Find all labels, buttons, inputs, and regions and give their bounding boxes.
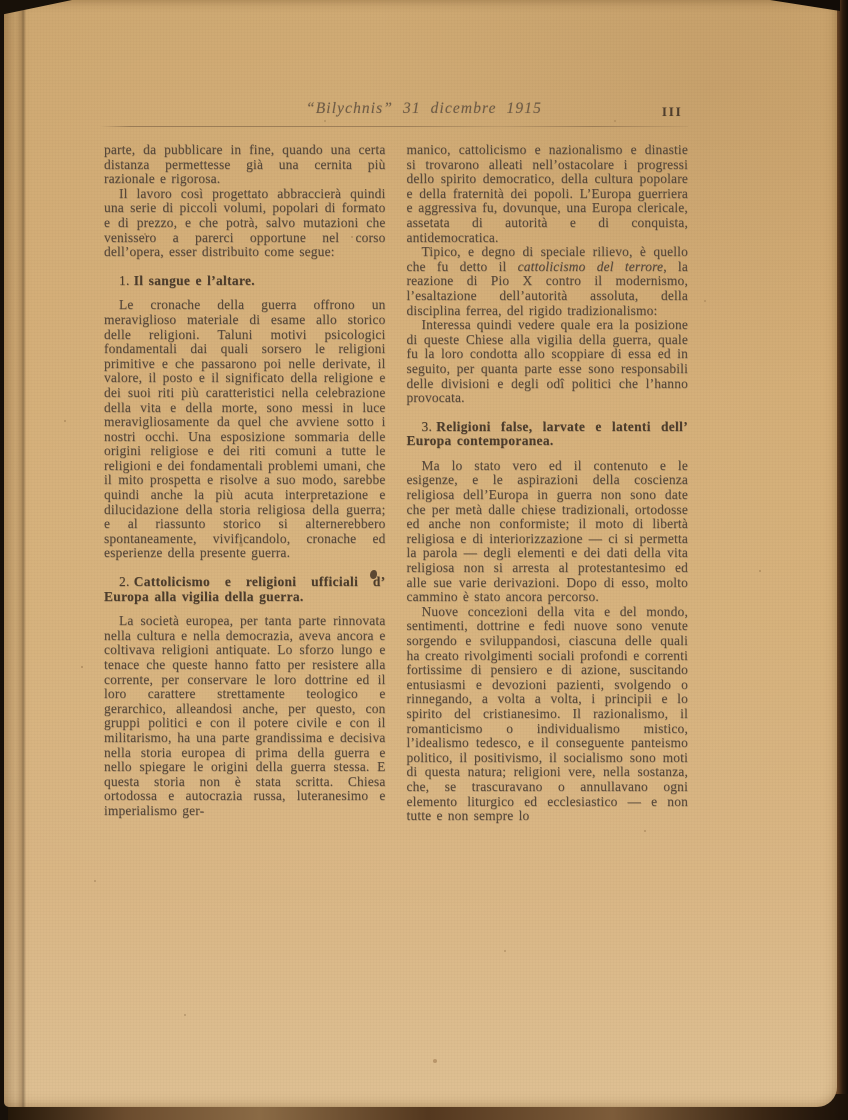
section-heading-1 — [104, 274, 386, 289]
running-header-title: “Bilychnis” 31 dicembre 1915 — [306, 100, 542, 117]
paragraph-interessa: Interessa quindi vedere quale era la posizione di queste Chiese alla vigilia della guerra, quale fu la loro condotta allo scoppiare di essa ed in seguito, per quanta parte esse sono responsabili delle divisioni e degli odî politici che l’hanno provocata. — [406, 317, 688, 406]
section-number: 1. — [119, 272, 130, 288]
gutter-crease — [16, 0, 26, 1107]
section-title: Il sangue e l’altare. — [133, 272, 255, 288]
header-rule — [100, 126, 688, 127]
section-title: Religioni false, larvate e latenti dell’ Europa contemporanea. — [406, 418, 688, 449]
page-number: III — [662, 105, 683, 119]
text-run: , la reazione di Pio X contro il modernismo, l’esaltazione dell’autorità assoluta, della disciplina ferrea, del rigido tradizionalismo: — [406, 258, 688, 318]
paragraph-section3-b: Nuove concezioni della vita e del mondo, sentimenti, dottrine e fedi nuove sono venute sorgendo e sviluppandosi, ciascuna delle quali ha creato rivolgimenti sociali profondi e correnti fortissime di pensiero e di azione, suscitando entusiasmi e devozioni pazienti, svolgendo o rinnegando, a volta a volta, i principii e lo spirito del cristianesimo. Il razionalismo, il romanticismo o individualismo mistico, l’idealismo tedesco, e il conseguente panteismo politico, il positivismo, il socialismo sono moti di questa natura; religioni vere, nella sostanza, che, se trascuravano o annullavano ogni elemento liturgico ed ecclesiastico — e non tutte e non sempre lo — [406, 603, 688, 824]
section-number: 3. — [421, 418, 433, 434]
right-column — [407, 143, 689, 824]
left-column — [104, 143, 386, 824]
paragraph-section1: Le cronache della guerra offrono un meraviglioso materiale di esame allo storico delle religioni. Taluni motivi psicologici fondamentali dai quali sorsero le religioni primitive e che passarono poi nelle derivate, il valore, il posto e il significato della religione e dei suoi riti più caratteristici nella celebrazione della vita e della morte, sono messi in luce meravigliosamente da quel che avviene sotto i nostri occhi. Una esposizione sommaria delle origini religiose e dei riti comuni a tutte le religioni e dei fondamentali problemi umani, che il mito prospetta e risolve a suo modo, sarebbe quindi anche la più acuta interpretazione e dilucidazione della storia religiosa della guerra; e al riassunto storico si alternerebbero spontaneamente, vivificandolo, cronache ed esperienze della presente guerra. — [104, 297, 386, 561]
paragraph-section3-a: Ma lo stato vero ed il contenuto e le esigenze, e le aspirazioni della coscienza religiosa dell’Europa in guerra non sono date che per metà dalle chiese tradizionali, ortodosse ed anche non conformiste; il moto di libertà religiosa e di interiorizzazione — ci si permetta la parola — degli elementi e dei dati della vita religiosa non si arresta al protestantesimo ed alle sue varie derivazioni. Dopo di esso, molto cammino è stato ancora percorso. — [406, 457, 688, 605]
section-title: Cattolicismo e religioni ufficiali d’ Europa alla vigilia della guerra. — [104, 574, 386, 604]
paragraph-continuation: parte, da pubblicare in fine, quando una certa distanza permettesse già una cernita più razionale e rigorosa. — [104, 142, 386, 187]
paragraph-tipico — [407, 245, 689, 318]
paragraph-plan: Il lavoro così progettato abbraccierà quindi una serie di piccoli volumi, popolari di formato e di prezzo, e che potrà, salvo mutazioni che venissero a parerci opportune nel corso dell’opera, esser distribuito come segue: — [104, 185, 386, 260]
paragraph-section2: La società europea, per tanta parte rinnovata nella cultura e nella democrazia, aveva ancora e coltivava religioni antiquate. Lo sforzo lungo e tenace che queste hanno fatto per resistere alla corrente, per conservare le loro dottrine ed il loro carattere strettamente teologico e gerarchico, alleandosi anche, per questo, con gruppi politici e con il potere civile e con il militarismo, ha una parte grandissima e decisiva nella storia europea di prima della guerra e nello spiegare le origini della guerra stessa. E questa storia non è stata scritta. Chiesa ortodossa e autocrazia russa, luteranesimo e imperialismo ger- — [104, 613, 386, 818]
section-number: 2. — [119, 574, 130, 590]
section-heading-2 — [104, 575, 386, 604]
text-run: Tipico, e degno di speciale rilievo, è quello che fu detto il — [406, 244, 688, 274]
paper-sheet — [4, 0, 837, 1107]
italic-phrase: cattolicismo del terrore — [517, 258, 664, 274]
text-columns — [104, 143, 688, 824]
paragraph-continuation: manico, cattolicismo e nazionalismo e dinastie si trovarono alleati nell’ostacolare i progressi dello spirito democratico, della cultura popolare e della fraternità dei popoli. L’Europa guerriera e aggressiva fu, dovunque, una Europa clericale, assetata di autorità e di conquista, antidemocratica. — [406, 142, 688, 245]
section-heading-3 — [407, 420, 689, 449]
